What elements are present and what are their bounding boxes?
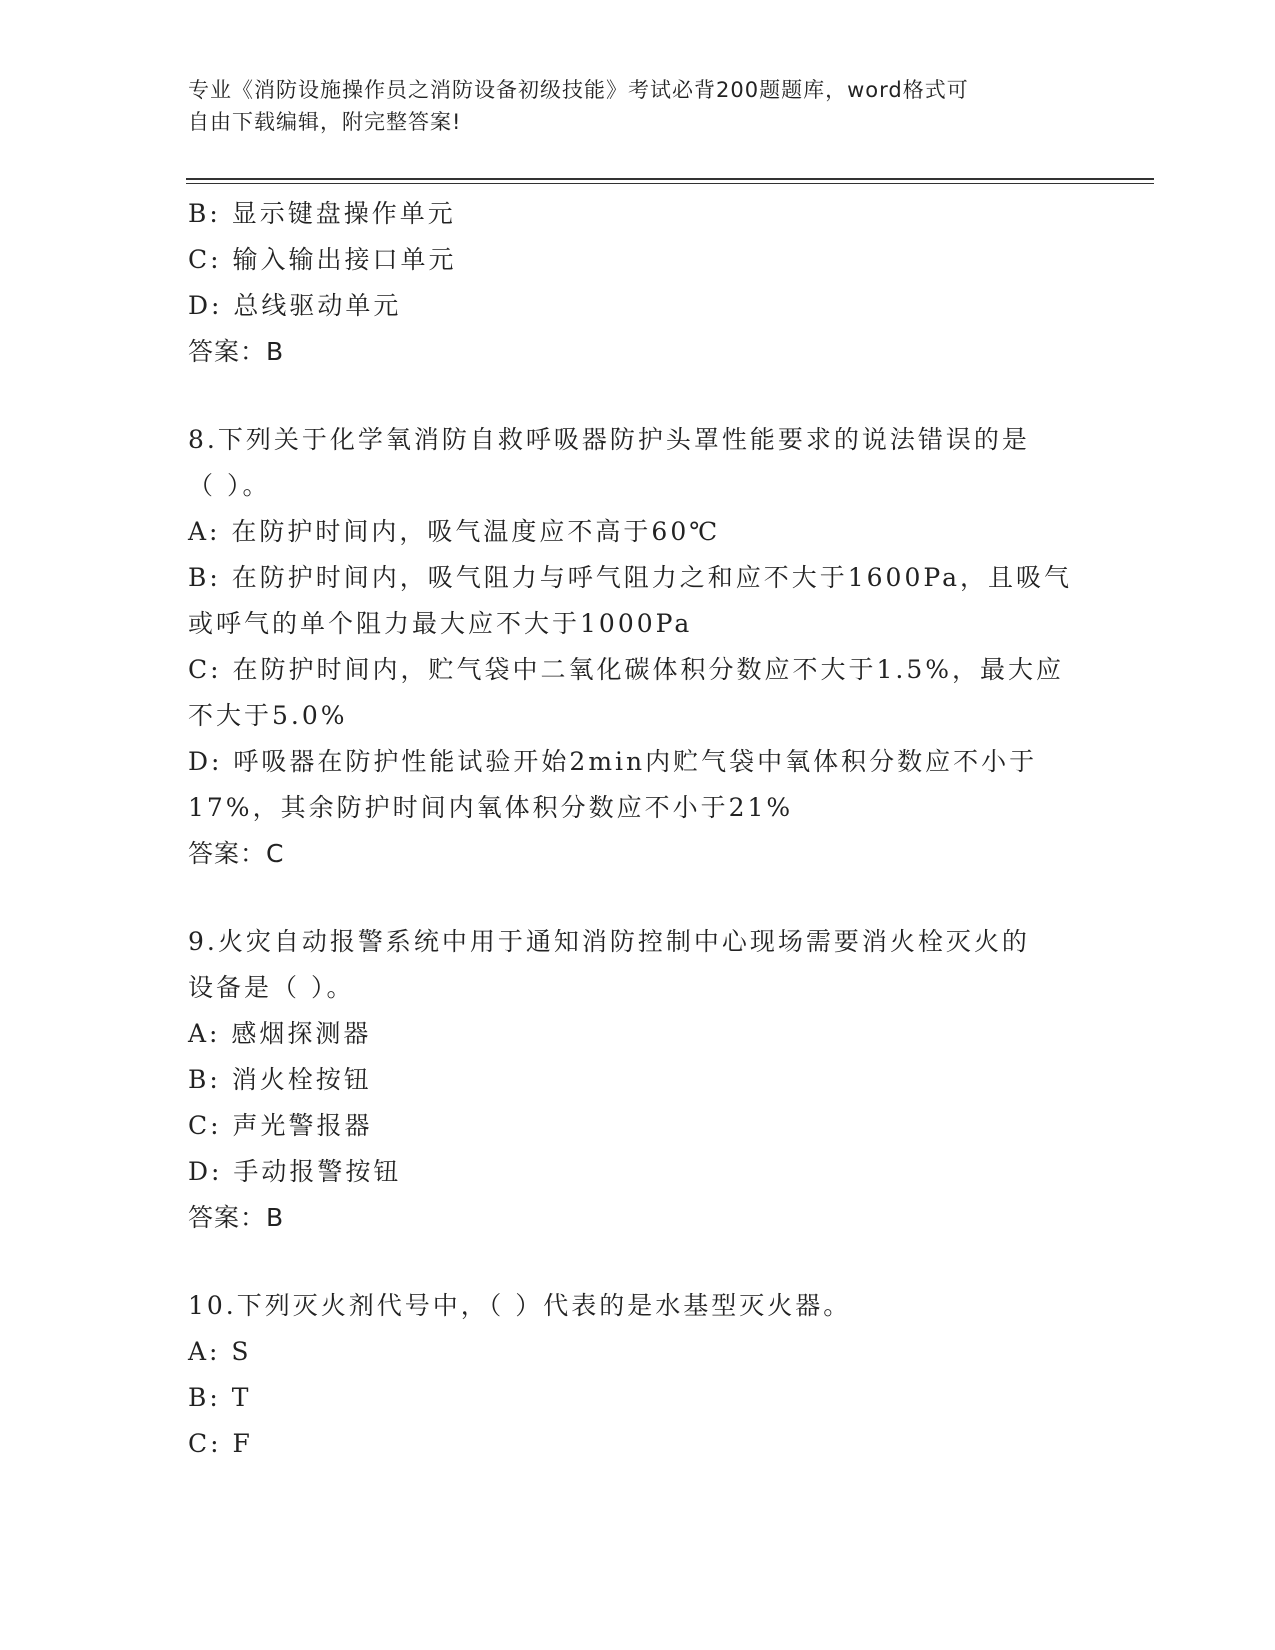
option-d: D: 呼吸器在防护性能试验开始2min内贮气袋中氧体积分数应不小于: [188, 747, 1038, 776]
answer: 答案：B: [188, 1203, 285, 1232]
question-7-tail: [188, 191, 1088, 375]
option-c: C: 声光警报器: [188, 1111, 373, 1140]
header-rule: [186, 178, 1154, 184]
option-d-cont: 17%，其余防护时间内氧体积分数应不小于21%: [188, 793, 794, 822]
question-stem: 9.火灾自动报警系统中用于通知消防控制中心现场需要消火栓灭火的: [188, 927, 1030, 956]
answer: 答案：B: [188, 337, 285, 366]
question-10: [188, 1283, 1088, 1467]
document-body: [188, 191, 1088, 1467]
question-9: [188, 919, 1088, 1241]
option-b: B: 显示键盘操作单元: [188, 199, 456, 228]
option-c: C: 在防护时间内，贮气袋中二氧化碳体积分数应不大于1.5%，最大应: [188, 655, 1065, 684]
option-c-cont: 不大于5.0%: [188, 701, 348, 730]
option-d: D: 手动报警按钮: [188, 1157, 402, 1186]
answer: 答案：C: [188, 839, 285, 868]
question-stem-cont: （ ）。: [188, 471, 271, 500]
option-d: D: 总线驱动单元: [188, 291, 402, 320]
option-a: A: S: [188, 1337, 252, 1366]
option-a: A: 感烟探测器: [188, 1019, 372, 1048]
option-b: B: 在防护时间内，吸气阻力与呼气阻力之和应不大于1600Pa，且吸气: [188, 563, 1072, 592]
header-line-1: 专业《消防设施操作员之消防设备初级技能》考试必背200题题库，word格式可: [188, 78, 969, 102]
option-c: C: F: [188, 1429, 253, 1458]
question-stem-cont: 设备是（ ）。: [188, 973, 355, 1002]
page-header: [188, 74, 1068, 138]
question-stem: 10.下列灭火剂代号中，（ ）代表的是水基型灭火器。: [188, 1291, 852, 1320]
option-a: A: 在防护时间内，吸气温度应不高于60℃: [188, 517, 721, 546]
option-c: C: 输入输出接口单元: [188, 245, 457, 274]
question-8: [188, 417, 1088, 877]
header-line-2: 自由下载编辑，附完整答案!: [188, 110, 462, 134]
option-b: B: T: [188, 1383, 252, 1412]
question-stem: 8.下列关于化学氧消防自救呼吸器防护头罩性能要求的说法错误的是: [188, 425, 1030, 454]
option-b: B: 消火栓按钮: [188, 1065, 372, 1094]
option-b-cont: 或呼气的单个阻力最大应不大于1000Pa: [188, 609, 693, 638]
